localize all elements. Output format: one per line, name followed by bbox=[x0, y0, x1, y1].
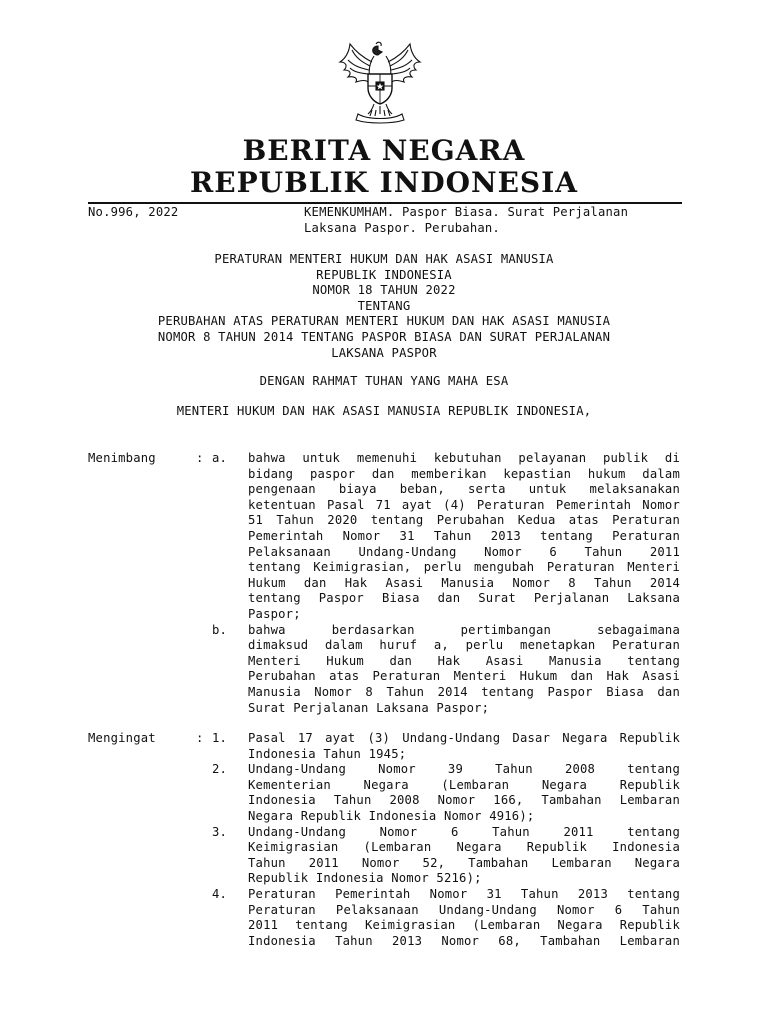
text-line: pengenaan biaya beban, serta untuk melaksanakan bbox=[248, 482, 680, 497]
issue-summary-line1: KEMENKUMHAM. Paspor Biasa. Surat Perjalanan bbox=[304, 205, 629, 219]
mengingat-label: Mengingat bbox=[88, 731, 156, 745]
mengingat-item-4 bbox=[248, 887, 680, 949]
text-line: Surat Perjalanan Laksana Paspor; bbox=[248, 700, 490, 715]
text-line: Indonesia Tahun 1945; bbox=[248, 746, 407, 761]
text-line: Paspor; bbox=[248, 606, 301, 621]
text-line: bidang paspor dan memberikan kepastian hukum dalam bbox=[248, 466, 680, 481]
text-line: Negara Republik Indonesia Nomor 4916); bbox=[248, 808, 535, 823]
text-line: Undang-Undang Nomor 39 Tahun 2008 tentang bbox=[248, 762, 680, 777]
regulation-subject-line2: NOMOR 8 TAHUN 2014 TENTANG PASPOR BIASA DAN SURAT PERJALANAN bbox=[157, 329, 611, 344]
text-line: bahwa untuk memenuhi kebutuhan pelayanan publik di bbox=[248, 451, 680, 465]
menimbang-item-b bbox=[248, 623, 680, 717]
regulation-subject-line1: PERUBAHAN ATAS PERATURAN MENTERI HUKUM DAN HAK ASASI MANUSIA bbox=[157, 314, 611, 329]
menimbang-colon: : bbox=[196, 451, 204, 465]
regulation-number: NOMOR 18 TAHUN 2022 bbox=[312, 283, 456, 298]
text-line: Republik Indonesia Nomor 5216); bbox=[248, 871, 482, 886]
menimbang-item-a bbox=[248, 451, 680, 623]
regulation-title-line2: REPUBLIK INDONESIA bbox=[316, 267, 452, 282]
text-line: Peraturan Pelaksanaan Undang-Undang Nomor 6 Tahun bbox=[248, 902, 680, 917]
issue-number: No.996, 2022 bbox=[88, 205, 179, 219]
regulation-heading bbox=[80, 252, 688, 361]
menimbang-label: Menimbang bbox=[88, 451, 156, 465]
menteri-line: MENTERI HUKUM DAN HAK ASASI MANUSIA REPUBLIK INDONESIA, bbox=[176, 404, 592, 418]
text-line: Manusia Nomor 8 Tahun 2014 tentang Paspor Biasa dan bbox=[248, 684, 680, 699]
text-line: Pelaksanaan Undang-Undang Nomor 6 Tahun 2011 bbox=[248, 544, 680, 559]
mengingat-item-1 bbox=[248, 731, 680, 762]
text-line: bahwa berdasarkan pertimbangan sebagaimana bbox=[248, 622, 680, 637]
text-line: tentang Keimigrasian, perlu mengubah Peraturan Menteri bbox=[248, 560, 680, 575]
rahmat-line: DENGAN RAHMAT TUHAN YANG MAHA ESA bbox=[259, 374, 509, 388]
text-line: Tahun 2011 Nomor 52, Tambahan Lembaran Negara bbox=[248, 855, 680, 870]
mengingat-item-2 bbox=[248, 762, 680, 824]
text-line: ketentuan Pasal 71 ayat (4) Peraturan Pemerintah Nomor bbox=[248, 497, 680, 512]
mengingat-marker-3: 3. bbox=[212, 824, 228, 839]
text-line: Pasal 17 ayat (3) Undang-Undang Dasar Negara Republik bbox=[248, 731, 680, 745]
mengingat-colon: : bbox=[196, 731, 204, 745]
gazette-title-line2: REPUBLIK INDONESIA bbox=[190, 166, 578, 199]
text-line: Menteri Hukum dan Hak Asasi Manusia tentang bbox=[248, 653, 680, 668]
mengingat-marker-1: 1. bbox=[212, 731, 228, 745]
title-divider bbox=[88, 202, 682, 204]
text-line: Kementerian Negara (Lembaran Negara Republik bbox=[248, 777, 680, 792]
gazette-title-line1: BERITA NEGARA bbox=[242, 134, 526, 167]
text-line: Indonesia Tahun 2008 Nomor 166, Tambahan Lembaran bbox=[248, 793, 680, 808]
text-line: Peraturan Pemerintah Nomor 31 Tahun 2013 tentang bbox=[248, 887, 680, 901]
text-line: tentang Paspor Biasa dan Surat Perjalanan Laksana bbox=[248, 591, 680, 606]
text-line: dimaksud dalam huruf a, perlu menetapkan Peraturan bbox=[248, 638, 680, 653]
regulation-tentang: TENTANG bbox=[357, 298, 411, 313]
text-line: Pemerintah Nomor 31 Tahun 2013 tentang Peraturan bbox=[248, 528, 680, 543]
text-line: Hukum dan Hak Asasi Manusia Nomor 8 Tahun 2014 bbox=[248, 575, 680, 590]
regulation-subject-line3: LAKSANA PASPOR bbox=[331, 345, 437, 360]
menimbang-marker-b: b. bbox=[212, 622, 228, 637]
issue-summary bbox=[304, 205, 680, 236]
garuda-emblem-icon bbox=[334, 40, 426, 126]
text-line: Undang-Undang Nomor 6 Tahun 2011 tentang bbox=[248, 824, 680, 839]
mengingat-item-3 bbox=[248, 825, 680, 887]
mengingat-marker-4: 4. bbox=[212, 887, 228, 901]
menimbang-marker-a: a. bbox=[212, 451, 228, 465]
text-line: Keimigrasian (Lembaran Negara Republik Indonesia bbox=[248, 840, 680, 855]
text-line: 51 Tahun 2020 tentang Perubahan Kedua atas Peraturan bbox=[248, 513, 680, 528]
text-line: Perubahan atas Peraturan Menteri Hukum dan Hak Asasi bbox=[248, 669, 680, 684]
issue-summary-line2: Laksana Paspor. Perubahan. bbox=[304, 220, 500, 235]
text-line: Indonesia Tahun 2013 Nomor 68, Tambahan Lembaran bbox=[248, 933, 680, 948]
mengingat-marker-2: 2. bbox=[212, 762, 228, 777]
text-line: 2011 tentang Keimigrasian (Lembaran Negara Republik bbox=[248, 918, 680, 933]
regulation-title-line1: PERATURAN MENTERI HUKUM DAN HAK ASASI MANUSIA bbox=[214, 252, 554, 266]
